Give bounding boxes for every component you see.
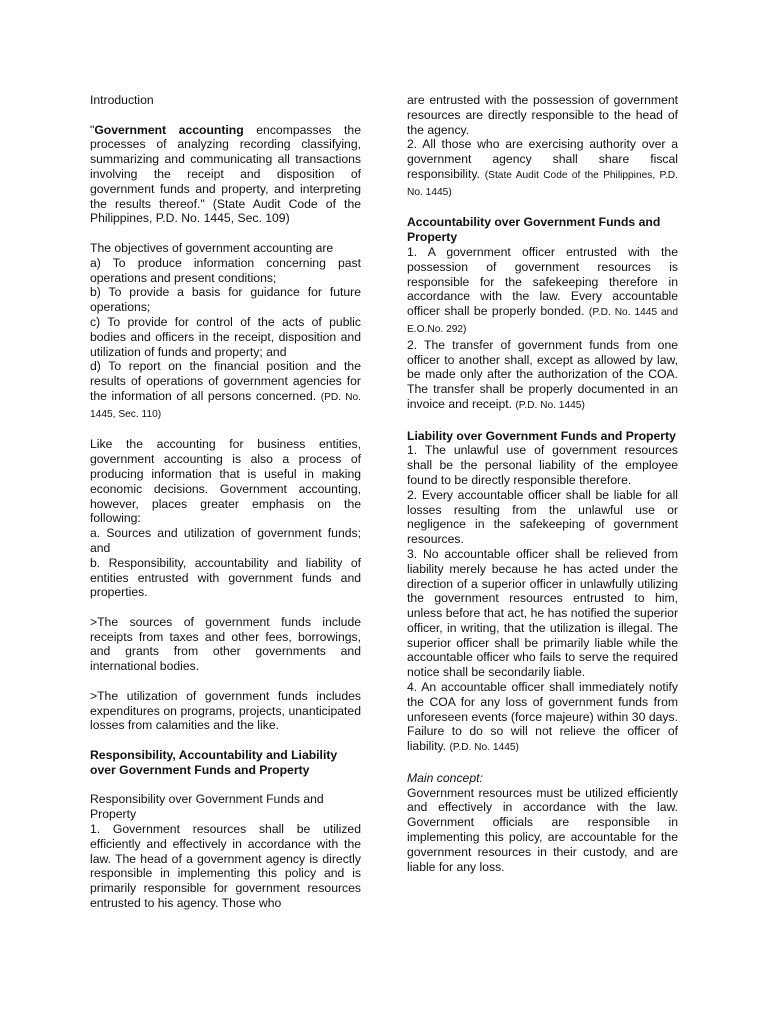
responsibility-item-2-citation: (State Audit Code of the Philippines, P.D. No. 1445) — [407, 169, 678, 198]
sources-paragraph: >The sources of government funds include receipts from taxes and other fees, borrowings, and grants from other governments and international bodies. — [90, 614, 361, 674]
accountability-item-1-citation: (P.D. No. 1445 and E.O.No. 292) — [407, 307, 678, 335]
definition-text: encompasses the processes of analyzing recording classifying, summarizing and communicating all transactions involving the receipt and disposition of government funds and property, and interpreting the results thereof." (State Audit Code of the Philippines, P.D. No. 1445, Sec. 109) — [90, 122, 361, 226]
liability-item-2: 2. Every accountable officer shall be liable for all losses resulting from the unlawful use or negligence in the safekeeping of government resources. — [407, 487, 678, 547]
objective-d — [90, 359, 361, 422]
accountability-heading: Accountability over Government Funds and Property — [407, 215, 661, 245]
responsibility-item-2 — [407, 137, 678, 200]
left-column — [90, 93, 361, 911]
liability-item-4-text: 4. An accountable officer shall immediately notify the COA for any loss of government funds from unforeseen events (force majeure) within 30 days. Failure to do so will not relieve the officer of liability. — [407, 680, 678, 754]
definition-term: Government accounting — [94, 122, 244, 137]
accountability-item-2-text: 2. The transfer of government funds from one officer to another shall, except as allowed by law, be made only after the authorization of the COA. The transfer shall be properly documented in an invoice and receipt. — [407, 337, 678, 411]
liability-item-1: 1. The unlawful use of government resources shall be the personal liability of the employee found to be directly responsible therefore. — [407, 443, 678, 487]
responsibility-heading: Responsibility over Government Funds and Property — [90, 792, 324, 822]
objective-d-text: d) To report on the financial position and the results of operations of government agencies for the information of all persons concerned. — [90, 359, 361, 403]
objective-c: c) To provide for control of the acts of public bodies and officers in the receipt, disposition and utilization of funds and property; and — [90, 314, 361, 359]
objective-d-citation: (PD. No. 1445, Sec. 110) — [90, 391, 361, 420]
right-column — [407, 93, 678, 874]
liability-item-4-citation: (P.D. No. 1445) — [449, 742, 519, 754]
utilization-paragraph: >The utilization of government funds includes expenditures on programs, projects, unanticipated losses from calamities and the like. — [90, 688, 361, 733]
introduction-title: Introduction — [90, 93, 154, 107]
objective-b: b) To provide a basis for guidance for future operations; — [90, 285, 361, 315]
objectives-intro: The objectives of government accounting are — [90, 240, 334, 255]
definition-paragraph — [90, 123, 361, 227]
emphasis-a: a. Sources and utilization of government funds; and — [90, 526, 361, 555]
quote-open: " — [90, 122, 95, 137]
main-concept-text: Government resources must be utilized efficiently and effectively in accordance with the law. Government officials are responsible in implementing this policy, are accountable for the government resources in their custody, and are liable for any loss. — [407, 785, 678, 874]
objective-a: a) To produce information concerning past operations and present conditions; — [90, 255, 361, 285]
responsibility-item-2-text: 2. All those who are exercising authority over a government agency shall share fiscal responsibility. — [407, 137, 678, 181]
accountability-item-1-text: 1. A government officer entrusted with the possession of government resources is responsible for the safekeeping therefore in accordance with the law. Every accountable officer shall be properly bonded. — [407, 244, 678, 319]
responsibility-item-1: 1. Government resources shall be utilized efficiently and effectively in accordance with the law. The head of a government agency is directly responsible in implementing this policy and is primarily responsible for government resources entrusted to his agency. Those who — [90, 822, 361, 911]
accountability-item-2-citation: (P.D. No. 1445) — [515, 399, 585, 411]
liability-item-3: 3. No accountable officer shall be relieved from liability merely because he has acted under the direction of a superior officer in unlawfully utilizing the government resources entrusted to him, unless before that act, he has notified the superior officer, in writing, that the utilization is illegal. The superior officer shall be primarily liable while the accountable officer who fails to serve the required notice shall be secondarily liable. — [407, 546, 678, 680]
ral-heading: Responsibility, Accountability and Liability over Government Funds and Property — [90, 748, 338, 777]
emphasis-b: b. Responsibility, accountability and liability of entities entrusted with government funds and properties. — [90, 555, 361, 600]
main-concept-label: Main concept: — [407, 770, 483, 785]
liability-item-4 — [407, 680, 678, 756]
responsibility-continued: are entrusted with the possession of government resources are directly responsible to the head of the agency. — [407, 93, 678, 137]
accountability-item-1 — [407, 245, 678, 338]
liability-heading: Liability over Government Funds and Property — [407, 428, 676, 443]
business-comparison-paragraph: Like the accounting for business entities, government accounting is also a process of producing information that is useful in making economic decisions. Government accounting, however, places greater emphasis on the following: — [90, 437, 361, 526]
accountability-item-2 — [407, 338, 678, 414]
